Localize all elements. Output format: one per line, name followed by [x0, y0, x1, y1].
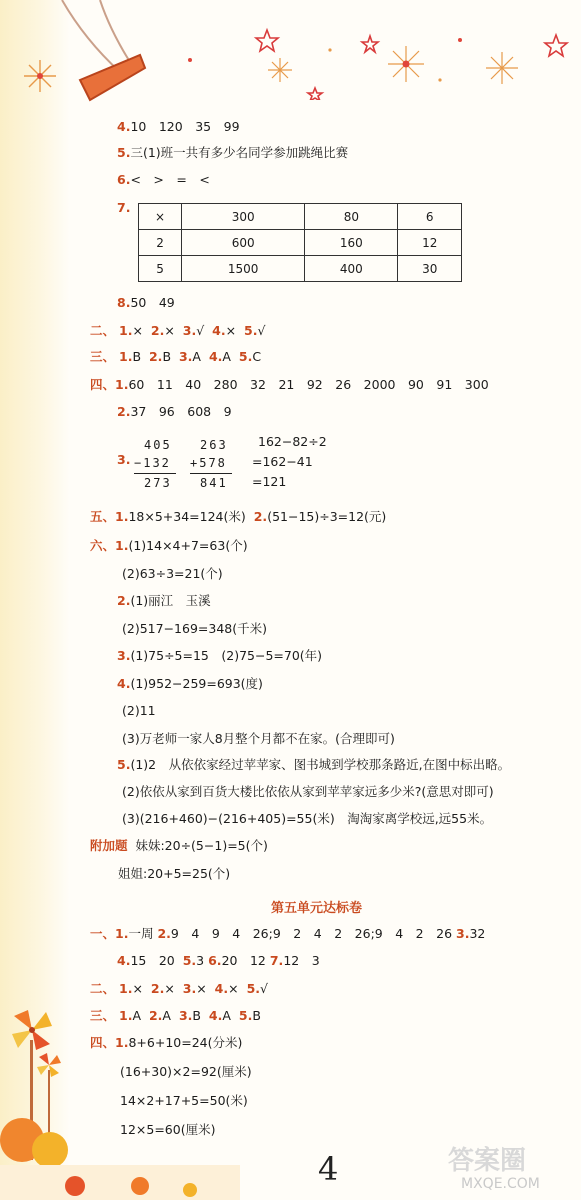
answer-line: (2)11 [122, 703, 156, 718]
answer-line [90, 509, 386, 525]
vertical-calc-line: 273 [144, 476, 172, 490]
question-number: 2. [157, 926, 171, 941]
table-cell: 5 [139, 256, 182, 282]
page-number: 4 [318, 1150, 339, 1188]
answer-text: √ [196, 323, 205, 338]
answer-text: A [222, 1008, 231, 1023]
question-number: 5. [238, 1008, 253, 1023]
watermark-url: MXQE.COM [461, 1176, 540, 1192]
section-label: 附加题 [90, 838, 128, 853]
answer-text: × [132, 323, 143, 338]
answer-text: 12 3 [283, 953, 320, 968]
question-number: 2. [148, 1008, 163, 1023]
answer-text: × [196, 981, 207, 996]
answer-text: 9 4 9 4 26;9 2 4 2 26;9 4 2 26 [170, 926, 453, 941]
answer-text: A [162, 1008, 171, 1023]
stars-fireworks-decoration [170, 20, 581, 100]
question-number: 7. [117, 200, 131, 215]
question-number: 2. [117, 404, 131, 419]
question-number: 4. [212, 323, 226, 338]
question-number: 3. [178, 349, 193, 364]
answer-line [90, 926, 485, 942]
question-number: 5. [246, 981, 261, 996]
question-number: 5. [182, 953, 197, 968]
answer-line [90, 981, 268, 997]
table-cell: 2 [139, 230, 182, 256]
question-number: 3. [117, 452, 131, 467]
answer-line [90, 1035, 242, 1051]
question-number: 5. [117, 145, 131, 160]
question-number: 1. [119, 981, 133, 996]
answer-text: × [225, 323, 237, 338]
unit-title: 第五单元达标卷 [271, 901, 363, 916]
vertical-calc-line: 841 [200, 476, 228, 490]
answer-text: 20 12 [221, 953, 266, 968]
answer-text: 37 96 608 9 [130, 404, 232, 419]
calc-step: =162−41 [252, 454, 313, 469]
table-row [139, 204, 462, 230]
table-cell: 600 [182, 230, 305, 256]
section-number: 一、 [90, 926, 116, 941]
answer-line [90, 1008, 261, 1024]
answer-text: × [164, 981, 175, 996]
answer-text: 15 20 [130, 953, 175, 968]
answer-line [117, 295, 175, 311]
section-number: 二、 [90, 981, 116, 996]
question-number: 3. [456, 926, 470, 941]
question-number: 1. [115, 1035, 129, 1050]
question-number: 2. [253, 509, 268, 524]
question-number: 7. [269, 953, 284, 968]
table-cell: 300 [182, 204, 305, 230]
question-number: 2. [117, 593, 131, 608]
question-number: 5. [117, 757, 131, 772]
table-cell: 80 [305, 204, 398, 230]
answer-text: B [252, 1008, 261, 1023]
question-number: 3. [182, 323, 197, 338]
answer-line [117, 757, 510, 773]
answer-text: B [132, 349, 142, 364]
answer-text: C [252, 349, 262, 364]
question-number: 1. [115, 538, 129, 553]
question-number: 1. [119, 323, 133, 338]
answer-line: (2)63÷3=21(个) [122, 566, 223, 581]
question-number: 2. [150, 981, 165, 996]
answer-text: A [192, 349, 201, 364]
answer-text: √ [257, 323, 266, 338]
answer-text: (1)14×4+7=63(个) [128, 538, 248, 553]
answer-line: 12×5=60(厘米) [120, 1122, 216, 1137]
answer-text: 三(1)班一共有多少名同学参加跳绳比赛 [130, 145, 349, 160]
vertical-calc-line: −132 [134, 456, 171, 470]
multiplication-table [138, 203, 462, 282]
answer-line [117, 593, 211, 609]
answer-text: 32 [469, 926, 486, 941]
table-row [139, 230, 462, 256]
answer-line [90, 349, 261, 365]
answer-line: 14×2+17+5=50(米) [120, 1093, 248, 1108]
section-number: 六、 [90, 538, 116, 553]
table-row [139, 256, 462, 282]
question-number: 4. [117, 676, 131, 691]
answer-text: 50 49 [130, 295, 175, 310]
answer-line [90, 323, 265, 339]
answer-text: (51−15)÷3=12(元) [267, 509, 387, 524]
table-cell: 6 [398, 204, 462, 230]
question-number: 4. [117, 953, 131, 968]
answer-text: 一周 [128, 926, 154, 941]
question-number: 2. [148, 349, 163, 364]
vertical-calc-rule [190, 473, 232, 474]
section-number: 三、 [90, 349, 116, 364]
answer-text: < > = < [130, 172, 210, 187]
answer-line [117, 119, 240, 135]
section-number: 四、 [90, 1035, 116, 1050]
question-number: 3. [182, 981, 197, 996]
answer-line: (3)(216+460)−(216+405)=55(米) 淘淘家离学校远,远55米。 [122, 811, 493, 826]
table-cell: × [139, 204, 182, 230]
question-number: 5. [244, 323, 258, 338]
calc-step: =121 [252, 474, 287, 489]
answer-text: 3 [196, 953, 205, 968]
question-number: 1. [119, 349, 133, 364]
answer-line: (2)517−169=348(千米) [122, 621, 267, 636]
question-number: 6. [117, 172, 131, 187]
question-number: 8. [117, 295, 131, 310]
vertical-calc-line: 263 [200, 438, 228, 452]
answer-line [117, 953, 320, 969]
question-number: 1. [119, 1008, 133, 1023]
question-number: 3. [117, 648, 131, 663]
answer-line [90, 838, 268, 854]
question-number: 1. [115, 377, 129, 392]
answer-text: (1)丽江 玉溪 [130, 593, 211, 608]
answer-text: 8+6+10=24(分米) [128, 1035, 243, 1050]
answer-text: B [192, 1008, 201, 1023]
watermark-logo: 答案圈 [448, 1146, 527, 1176]
table-cell: 400 [305, 256, 398, 282]
answer-text: √ [260, 981, 268, 996]
answer-text: A [132, 1008, 142, 1023]
section-number: 五、 [90, 509, 116, 524]
answer-text: 18×5+34=124(米) [128, 509, 246, 524]
answer-line [90, 538, 248, 554]
answer-text: × [132, 981, 143, 996]
question-number: 4. [208, 1008, 223, 1023]
answer-line [117, 648, 322, 664]
table-cell: 12 [398, 230, 462, 256]
question-number: 4. [208, 349, 223, 364]
question-number: 4. [214, 981, 229, 996]
vertical-calc-line: 405 [144, 438, 172, 452]
answer-text: (1)2 从依依家经过苹苹家、图书城到学校那条路近,在图中标出略。 [130, 757, 511, 772]
question-number: 6. [208, 953, 222, 968]
question-number: 2. [150, 323, 165, 338]
answer-text: (1)952−259=693(度) [130, 676, 263, 691]
question-number: 4. [117, 119, 131, 134]
question-number: 1. [115, 926, 129, 941]
answer-text: 10 120 35 99 [130, 119, 240, 134]
vertical-calc-rule [134, 473, 176, 474]
section-number: 三、 [90, 1008, 116, 1023]
answer-text: 60 11 40 280 32 21 92 26 2000 90 91 300 [128, 377, 489, 392]
answer-text: × [164, 323, 175, 338]
calc-step: 162−82÷2 [258, 434, 327, 449]
question-number: 1. [115, 509, 129, 524]
answer-text: (1)75÷5=15 (2)75−5=70(年) [130, 648, 323, 663]
section-number: 四、 [90, 377, 116, 392]
question-number: 5. [238, 349, 253, 364]
table-cell: 160 [305, 230, 398, 256]
answer-line: (3)万老师一家人8月整个月都不在家。(合理即可) [122, 731, 395, 746]
question-number: 3. [178, 1008, 193, 1023]
answer-line [117, 145, 348, 161]
answer-line [117, 404, 232, 420]
answer-text: 妹妹:20÷(5−1)=5(个) [135, 838, 268, 853]
table-cell: 30 [398, 256, 462, 282]
answer-line: (2)依依从家到百货大楼比依依从家到苹苹家远多少米?(意思对即可) [122, 784, 494, 799]
answer-text: A [222, 349, 231, 364]
answer-line [117, 200, 130, 216]
section-number: 二、 [90, 323, 116, 338]
answer-line [117, 172, 210, 188]
answer-text: B [162, 349, 172, 364]
answer-line [90, 377, 489, 393]
answer-line [117, 452, 130, 468]
answer-line: 姐姐:20+5=25(个) [118, 866, 231, 881]
swing-illustration [0, 0, 160, 120]
vertical-calc-line: +578 [190, 456, 227, 470]
answer-line: (16+30)×2=92(厘米) [120, 1064, 252, 1079]
answer-text: × [228, 981, 239, 996]
answer-line [117, 676, 263, 692]
table-cell: 1500 [182, 256, 305, 282]
